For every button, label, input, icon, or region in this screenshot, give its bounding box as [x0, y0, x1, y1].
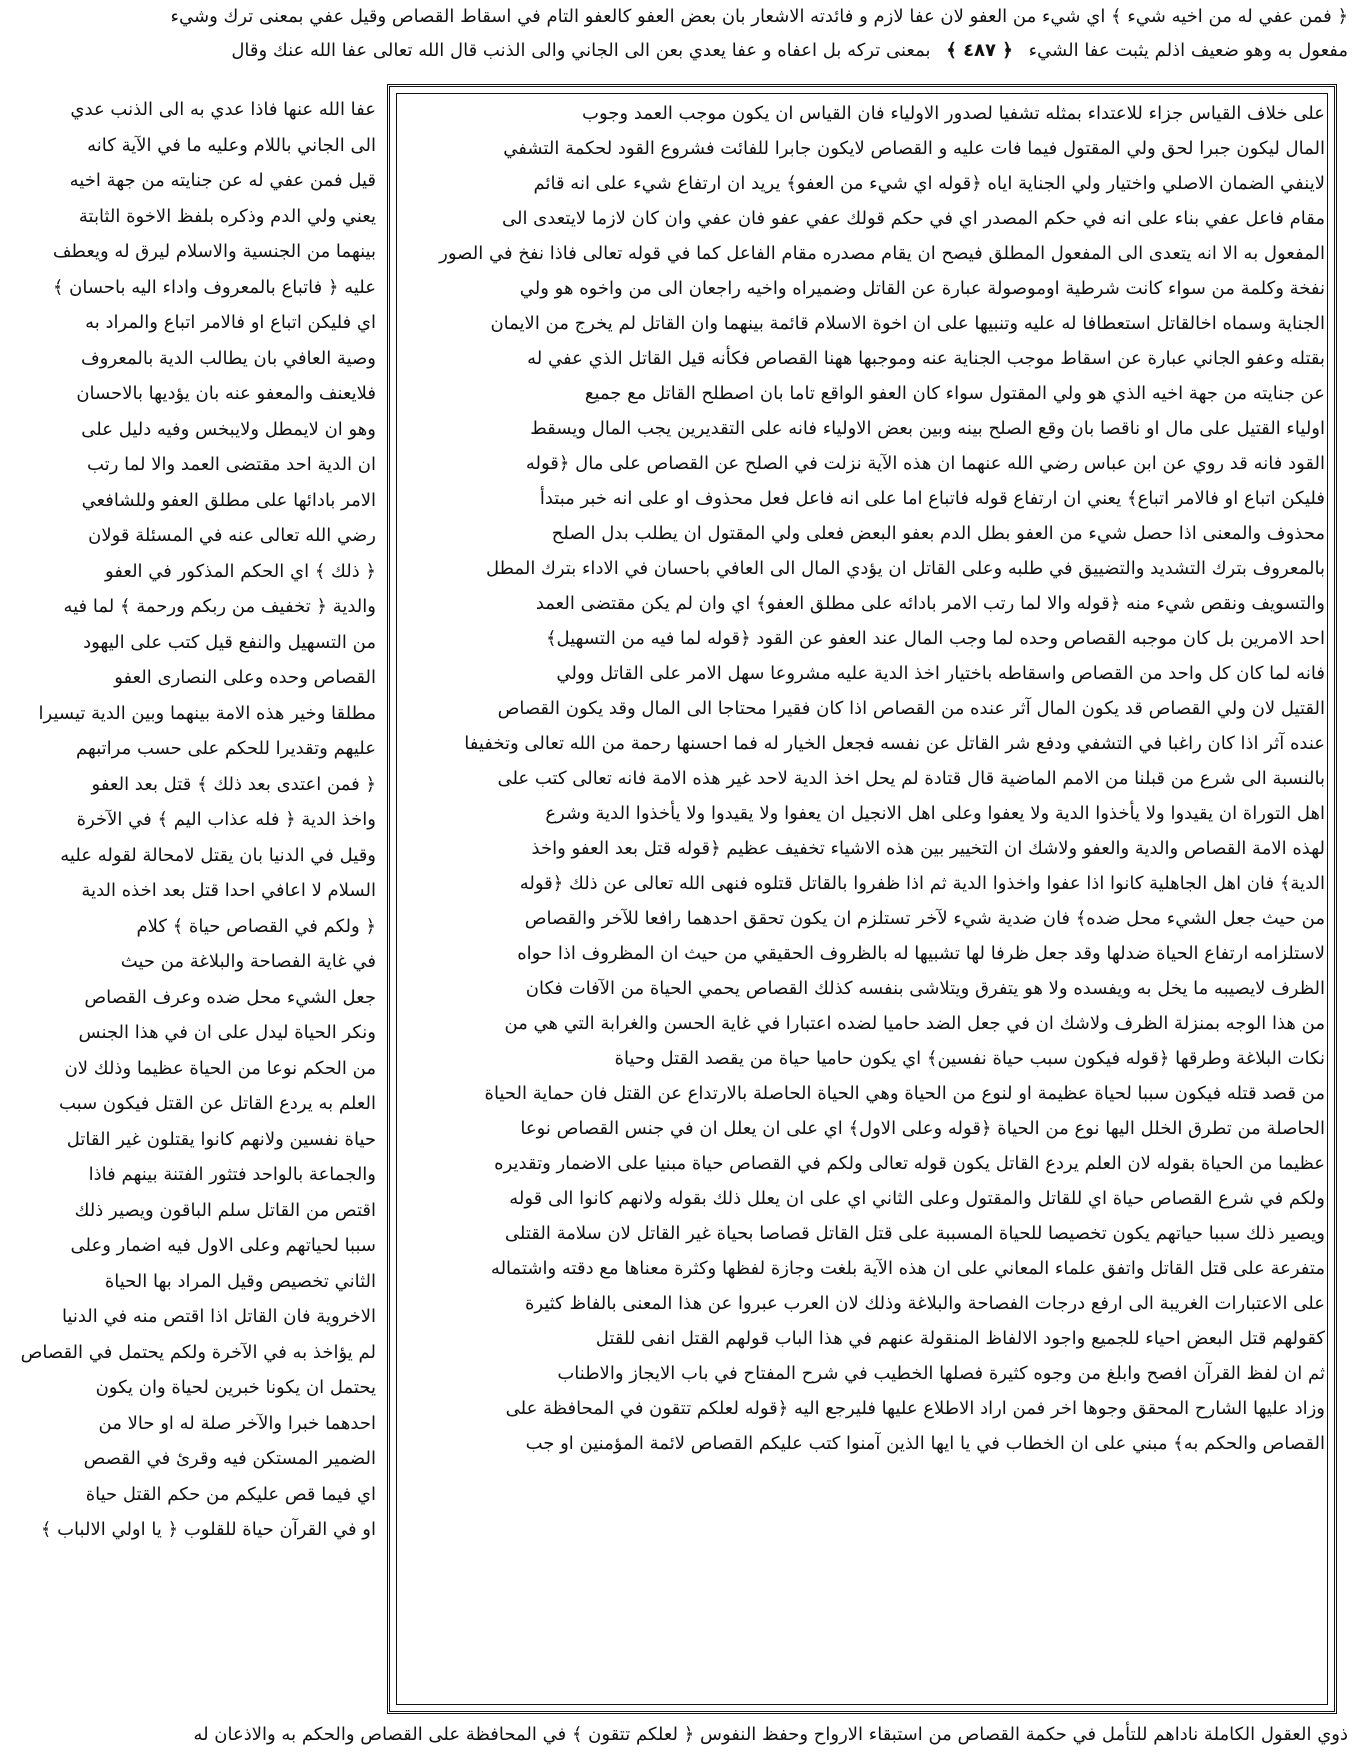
- tafsir-line: القصاص وحده وعلى النصارى العفو: [114, 667, 376, 688]
- tafsir-line: ان الدية احد مقتضى العمد والا لما رتب: [87, 454, 376, 475]
- commentary-line: بالمعروف بترك التشديد والتضييق في طلبه وعلى القاتل ان يؤدي المال الى العافي باحسان في الاداء بترك المطل: [486, 558, 1325, 579]
- commentary-line: اولياء القتيل على مال او ناقصا بان وقع الصلح بينه وبين بعض الاولياء فانه على التقديرين يجب المال ويسقط: [530, 418, 1325, 439]
- tafsir-line: بينهما من الجنسية والاسلام ليرق له ويعطف: [52, 241, 376, 262]
- tafsir-line: ﴿ ولكم في القصاص حياة ﴾ كلام: [136, 915, 376, 937]
- commentary-line: متفرعة على قتل القاتل واتفق علماء المعاني على ان هذه الآية بلغت وجازة لفظها وكثرة معناها مع دقته واشتماله: [490, 1258, 1325, 1279]
- tafsir-line: اي فيما قص عليكم من حكم القتل حياة: [85, 1483, 376, 1505]
- tafsir-line: العلم به يردع القاتل عن القتل فيكون سبب: [58, 1093, 376, 1114]
- footer-text: ذوي العقول الكاملة ناداهم للتأمل في حكمة القصاص من استبقاء الارواح وحفظ النفوس ﴿ لعلكم تتقون ﴾ في المحافظة على القصاص والحكم به والاذعان له: [193, 1724, 1348, 1745]
- tafsir-line: فلايعنف والمعفو عنه بان يؤديها بالاحسان: [76, 383, 376, 404]
- tafsir-line: احدهما خبرا والآخر صلة له او حالا من: [98, 1412, 376, 1434]
- tafsir-line: جعل الشيء محل ضده وعرف القصاص: [84, 986, 376, 1008]
- tafsir-line: يحتمل ان يكونا خبرين لحياة وان يكون: [95, 1377, 376, 1398]
- tafsir-line: الى الجاني باللام وعليه ما في الآية كانه: [87, 134, 376, 156]
- header-text-2-left: بمعنى تركه بل اعفاه و عفا يعدي بعن الى الجاني والى الذنب قال الله تعالى عفا الله عنك وقال: [231, 40, 931, 61]
- commentary-column: [400, 96, 1325, 1702]
- commentary-line: فانه لما كان كل واحد من القصاص واسقاطه باختيار اخذ الدية عليه مشروعا سهل الامر على القاتل وولي: [556, 663, 1325, 684]
- page-number: ﴿ ٤٨٧ ﴾: [946, 40, 1013, 61]
- commentary-line: بالنسبة الى شرع من قبلنا من الامم الماضية قال قتادة لم يحل اخذ الدية لاحد غير هذه الامة فانه تعالى كتب على: [497, 768, 1325, 789]
- tafsir-line: والجماعة بالواحد فتثور الفتنة بينهم فاذا: [88, 1164, 376, 1185]
- commentary-line: فليكن اتباع او فالامر اتباع﴾ يعني ان ارتفاع قوله فاتباع اما على انه فاعل فعل محذوف او على انه خبر مبتدأ: [539, 488, 1325, 509]
- commentary-line: من قصد قتله فيكون سببا لحياة عظيمة او لنوع من الحياة وهي الحياة الحاصلة بالارتداع عن القتل فان حماية الحياة: [484, 1083, 1325, 1104]
- tafsir-line: الامر بادائها على مطلق العفو وللشافعي: [81, 489, 376, 511]
- tafsir-line: لم يؤاخذ به في الآخرة ولكم يحتمل في القصاص: [20, 1341, 376, 1363]
- tafsir-line: من التسهيل والنفع قيل كتب على اليهود: [83, 631, 376, 653]
- footer-line: [18, 1720, 1348, 1750]
- commentary-line: محذوف والمعنى اذا حصل شيء من العفو بطل الدم بعفو البعض فعلى ولي المقتول ان يطلب بدل الصلح: [551, 523, 1325, 544]
- commentary-line: الجناية وسماه اخالقاتل استعطافا له عليه وتنبيها على ان اخوة الاسلام قائمة بينهما وان القاتل لم يخرج من الايمان: [490, 313, 1325, 334]
- commentary-line: احد الامرين بل كان موجبه القصاص وحده لما وجب المال عند العفو عن القود ﴿قوله لما فيه من التسهيل﴾: [545, 628, 1325, 649]
- header-text-2-right: مفعول به وهو ضعيف اذلم يثبت عفا الشيء: [1028, 40, 1348, 61]
- tafsir-line: الاخروية فان القاتل اذا اقتص منه في الدنيا: [61, 1306, 376, 1327]
- commentary-line: عن جنايته من جهة اخيه الذي هو ولي المقتول سواء كان العفو الواقع تاما بان اصطلح القاتل مع جميع: [584, 383, 1325, 404]
- commentary-line: القتيل لان ولي القصاص قد يكون المال آثر عنده من القصاص اذا كان فقيرا محتاجا الى المال وقد يكون القصاص: [497, 698, 1325, 719]
- commentary-line: الحاصلة من تطرق الخلل اليها نوع من الحياة ﴿قوله وعلى الاول﴾ اي على ان يعلل ان في جنس القصاص نوعا: [520, 1118, 1325, 1139]
- tafsir-line: السلام لا اعافي احدا قتل بعد اخذه الدية: [81, 880, 376, 901]
- commentary-line: لاينفي الضمان الاصلي واختيار ولي الجناية اياه ﴿قوله اي شيء من العفو﴾ يريد ان ارتفاع شيء على انه قائم: [533, 173, 1325, 194]
- commentary-line: وزاد عليها الشارح المحقق وجوها اخر فمن اراد الاطلاع عليها فليرجع اليه ﴿قوله لعلكم تتقون في المحافظة على: [505, 1398, 1325, 1419]
- tafsir-line: اقتص من القاتل سلم الباقون ويصير ذلك: [74, 1199, 376, 1221]
- commentary-line: من هذا الوجه بمنزلة الظرف ولاشك ان في جعل الضد حاميا لضده اعتبارا في غاية الحسن والغرابة التي هي من: [504, 1013, 1325, 1034]
- tafsir-line: ﴿ فمن اعتدى بعد ذلك ﴾ قتل بعد العفو: [91, 773, 376, 795]
- commentary-line: من حيث جعل الشيء محل ضده﴾ فان ضدية شيء لآخر تستلزم ان يكون تحقق احدهما رافعا للآخر والقصاص: [524, 908, 1325, 929]
- commentary-line: نكات البلاغة وطرقها ﴿قوله فيكون سبب حياة نفسين﴾ اي يكون حاميا حياة من يقصد القتل وحياة: [614, 1048, 1325, 1069]
- commentary-line: نفخة وكلمة من سواء كانت شرطية اوموصولة عبارة عن القاتل وضميراه واخيه راجعان الى من واخوه هو ولي: [519, 278, 1325, 299]
- commentary-line: القصاص والحكم به﴾ مبني على ان الخطاب في يا ايها الذين آمنوا كتب عليكم القصاص لائمة المؤمنين او جب: [525, 1433, 1325, 1454]
- tafsir-line: ﴿ ذلك ﴾ اي الحكم المذكور في العفو: [104, 560, 376, 582]
- commentary-line: الظرف لايصيبه ما يخل به ويفسده ولا هو يتفرق ويتلاشى بنفسه كذلك القصاص يحمي الحياة من الآفات فكان: [525, 978, 1325, 999]
- tafsir-line: الثاني تخصيص وقيل المراد بها الحياة: [104, 1270, 376, 1292]
- tafsir-line: يعني ولي الدم وذكره بلفظ الاخوة الثابتة: [78, 205, 376, 227]
- commentary-line: على خلاف القياس جزاء للاعتداء بمثله تشفيا لصدور الاولياء فان القياس ان يكون موجب العمد وجوب: [582, 103, 1325, 124]
- commentary-line: ولكم في شرع القصاص حياة اي للقاتل والمقتول وعلى الثاني اي على ان يعلل ذلك بقوله ولانهم كانوا الى قوله: [509, 1188, 1325, 1209]
- tafsir-line: وقيل في الدنيا بان يقتل لامحالة لقوله عليه: [60, 844, 376, 866]
- commentary-line: القود فانه قد روي عن ابن عباس رضي الله عنهما ان هذه الآية نزلت في الصلح عن القصاص على مال ﴿قوله: [525, 453, 1325, 474]
- tafsir-line: وصية العافي بان يطالب الدية بالمعروف: [80, 347, 376, 369]
- tafsir-line: الضمير المستكن فيه وقرئ في القصص: [83, 1448, 376, 1469]
- tafsir-line: عليهم وتقديرا للحكم على حسب مراتبهم: [75, 738, 376, 759]
- tafsir-line: عفا الله عنها فاذا عدي به الى الذنب عدي: [70, 99, 376, 120]
- tafsir-line: في غاية الفصاحة والبلاغة من حيث: [120, 951, 376, 972]
- commentary-line: والتسويف ونقص شيء منه ﴿قوله والا لما رتب الامر بادائه على مطلق العفو﴾ اي وان لم يكن مقتضى العمد: [535, 593, 1325, 614]
- commentary-line: لهذه الامة القصاص والدية والعفو ولاشك ان التخيير بين هذه الاشياء تخفيف عظيم ﴿قوله قتل بعد العفو واخذ: [531, 838, 1325, 859]
- tafsir-line: ونكر الحياة ليدل على ان في هذا الجنس: [78, 1022, 376, 1043]
- tafsir-line: عليه ﴿ فاتباع بالمعروف واداء اليه باحسان ﴾: [52, 276, 376, 298]
- page-number-value: ٤٨٧: [963, 40, 997, 61]
- tafsir-line: واخذ الدية ﴿ فله عذاب اليم ﴾ في الآخرة: [76, 809, 376, 830]
- commentary-line: المال ليكون جبرا لحق ولي المقتول فيما فات عليه و القصاص لايكون جابرا للفائت فشروع القود لحكمة التشفي: [503, 138, 1325, 159]
- tafsir-line: رضي الله تعالى عنه في المسئلة قولان: [88, 525, 376, 546]
- header-line-2: [18, 36, 1348, 66]
- tafsir-line: والدية ﴿ تخفيف من ربكم ورحمة ﴾ لما فيه: [63, 596, 376, 617]
- commentary-line: ويصير ذلك سببا حياتهم يكون تخصيصا للحياة المسببة على قتل القاتل قصاصا بحياة غير القاتل لان سلامة القتلى: [504, 1223, 1325, 1244]
- tafsir-line: او في القرآن حياة للقلوب ﴿ يا اولي الالباب ﴾: [40, 1519, 376, 1540]
- tafsir-side-column: [18, 92, 376, 1707]
- tafsir-line: من الحكم نوعا من الحياة عظيما وذلك لان: [64, 1057, 376, 1079]
- tafsir-line: وهو ان لايمطل ولايبخس وفيه دليل على: [81, 418, 376, 440]
- tafsir-line: قيل فمن عفي له عن جنايته من جهة اخيه: [69, 170, 376, 191]
- commentary-line: عنده آثر اذا كان راغبا في التشفي ودفع شر القاتل عن نفسه فجعل الخيار له فما احسنها رحمة من الله تعالى وتخفيفا: [464, 733, 1325, 754]
- tafsir-line: سببا لحياتهم وعلى الاول فيه اضمار وعلى: [70, 1235, 376, 1256]
- commentary-line: عظيما من الحياة بقوله لان العلم يردع القاتل يكون قوله تعالى ولكم في القصاص حياة مبنيا على الاضمار وتقديره: [494, 1153, 1325, 1174]
- commentary-line: اهل التوراة ان يقيدوا ولا يأخذوا الدية ولا يعفوا وعلى اهل الانجيل ان يعفوا ولا يقيدوا ولا يأخذوا الدية وشرع: [545, 803, 1325, 824]
- commentary-line: ثم ان لفظ القرآن افصح وابلغ من وجوه كثيرة فصلها الخطيب في شرح المفتاح في باب الايجاز والاطناب: [557, 1363, 1325, 1384]
- commentary-line: لاستلزامه ارتفاع الحياة ضدلها وقد جعل ظرفا لها تشبيها له بالظروف الحقيقي من حيث ان المظروف اذا حواه: [517, 943, 1325, 964]
- tafsir-line: اي فليكن اتباع او فالامر اتباع والمراد به: [85, 312, 376, 333]
- commentary-line: المفعول به الا انه يتعدى الى المفعول المطلق فيصح ان يقام مصدره مقام الفاعل كما في قوله تعالى فاذا نفخ في الصور: [439, 243, 1325, 264]
- commentary-line: الدية﴾ فان اهل الجاهلية كانوا اذا عفوا واخذوا الدية ثم اذا ظفروا بالقاتل قتلوه فنهى الله تعالى عن ذلك ﴿قوله: [519, 873, 1325, 894]
- tafsir-line: حياة نفسين ولانهم كانوا يقتلون غير القاتل: [66, 1128, 376, 1150]
- commentary-line: مقام فاعل عفي بناء على انه في حكم المصدر اي في حكم قولك عفي عفو فان عفي وان كان لازما لايتعدى الى: [501, 208, 1325, 229]
- commentary-line: على الاعتبارات الغريبة الى ارفع درجات الفصاحة والبلاغة وذلك لان العرب عبروا عن هذا المعنى بالفاظ كثيرة: [524, 1293, 1325, 1314]
- commentary-line: كقولهم قتل البعض احياء للجميع واجود الالفاظ المنقولة عنهم في هذا الباب قولهم القتل انفى للقتل: [595, 1328, 1325, 1349]
- commentary-line: بقتله وعفو الجاني عبارة عن اسقاط موجب الجناية عنه وموجبها ههنا القصاص فكأنه قيل القاتل الذي عفي له: [527, 348, 1325, 369]
- header-text-1: ﴿ فمن عفي له من اخيه شيء ﴾ اي شيء من العفو لان عفا لازم و فائدته الاشعار بان بعض العفو كالعفو التام في اسقاط القصاص وقيل عفي بمعنى ترك وشيء: [170, 6, 1348, 27]
- header-line-1: [18, 2, 1348, 32]
- tafsir-line: مطلقا وخير هذه الامة بينهما وبين الدية تيسيرا: [38, 702, 376, 724]
